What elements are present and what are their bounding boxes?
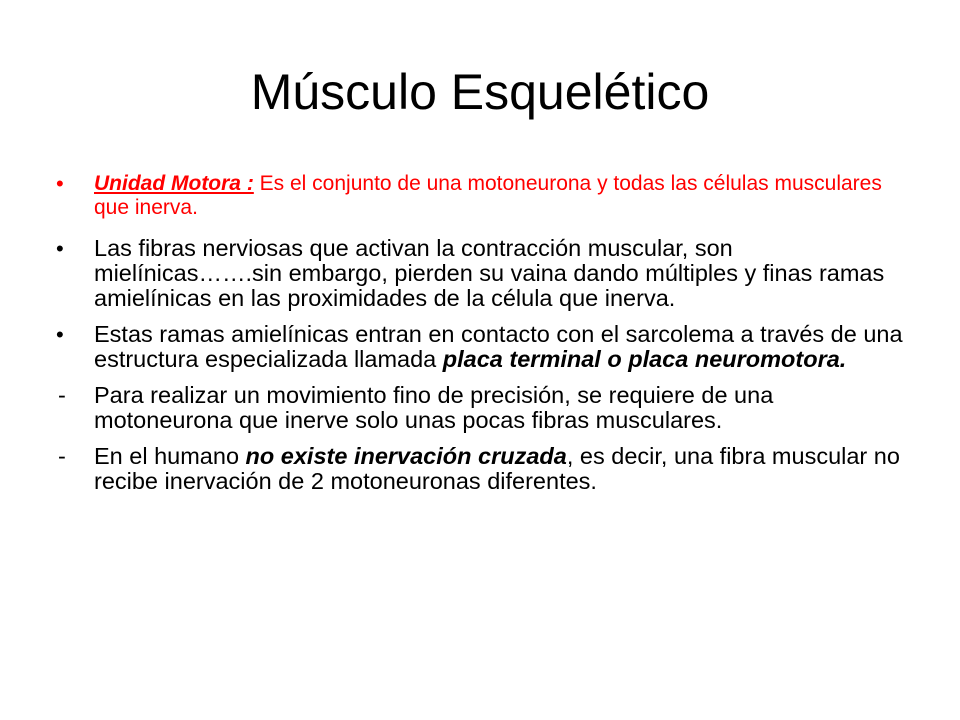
item-text-after: , es decir, una fibra muscular no recibe inervación de 2 motoneuronas diferentes.: [94, 443, 900, 494]
bullet-marker: •: [56, 171, 64, 196]
dash-marker: -: [58, 443, 66, 469]
list-item-fibras-nerviosas: [56, 236, 916, 311]
list-item-ramas-amielinicas: [56, 322, 916, 372]
term-unidad-motora: Unidad Motora :: [94, 172, 254, 195]
list-item-movimiento-fino: [56, 383, 916, 433]
emphasis-placa-terminal: placa terminal o placa neuromotora.: [442, 346, 847, 372]
list-item-unidad-motora: [56, 172, 916, 220]
list-item-inervacion-cruzada: [56, 444, 916, 494]
item-text: Para realizar un movimiento fino de precisión, se requiere de una motoneurona que inerve solo unas pocas fibras musculares.: [94, 382, 774, 433]
dash-marker: -: [58, 382, 66, 408]
emphasis-inervacion-cruzada: no existe inervación cruzada: [245, 443, 567, 469]
item-text-before: En el humano: [94, 443, 246, 469]
slide-title: Músculo Esquelético: [250, 64, 710, 120]
item-text: Las fibras nerviosas que activan la contracción muscular, son mielínicas…….sin embargo, pierden su vaina dando múltiples y finas ramas amielínicas en las proximidades de la célula que inerva.: [94, 235, 885, 311]
bullet-marker: •: [56, 236, 64, 261]
item-text: Estas ramas amielínicas entran en contacto con el sarcolema a través de una estructura especializada llamada: [94, 321, 903, 372]
definition-text: Es el conjunto de una motoneurona y todas las células musculares que inerva.: [94, 172, 882, 219]
bullet-marker: •: [56, 322, 64, 347]
bullet-list: [56, 172, 916, 505]
